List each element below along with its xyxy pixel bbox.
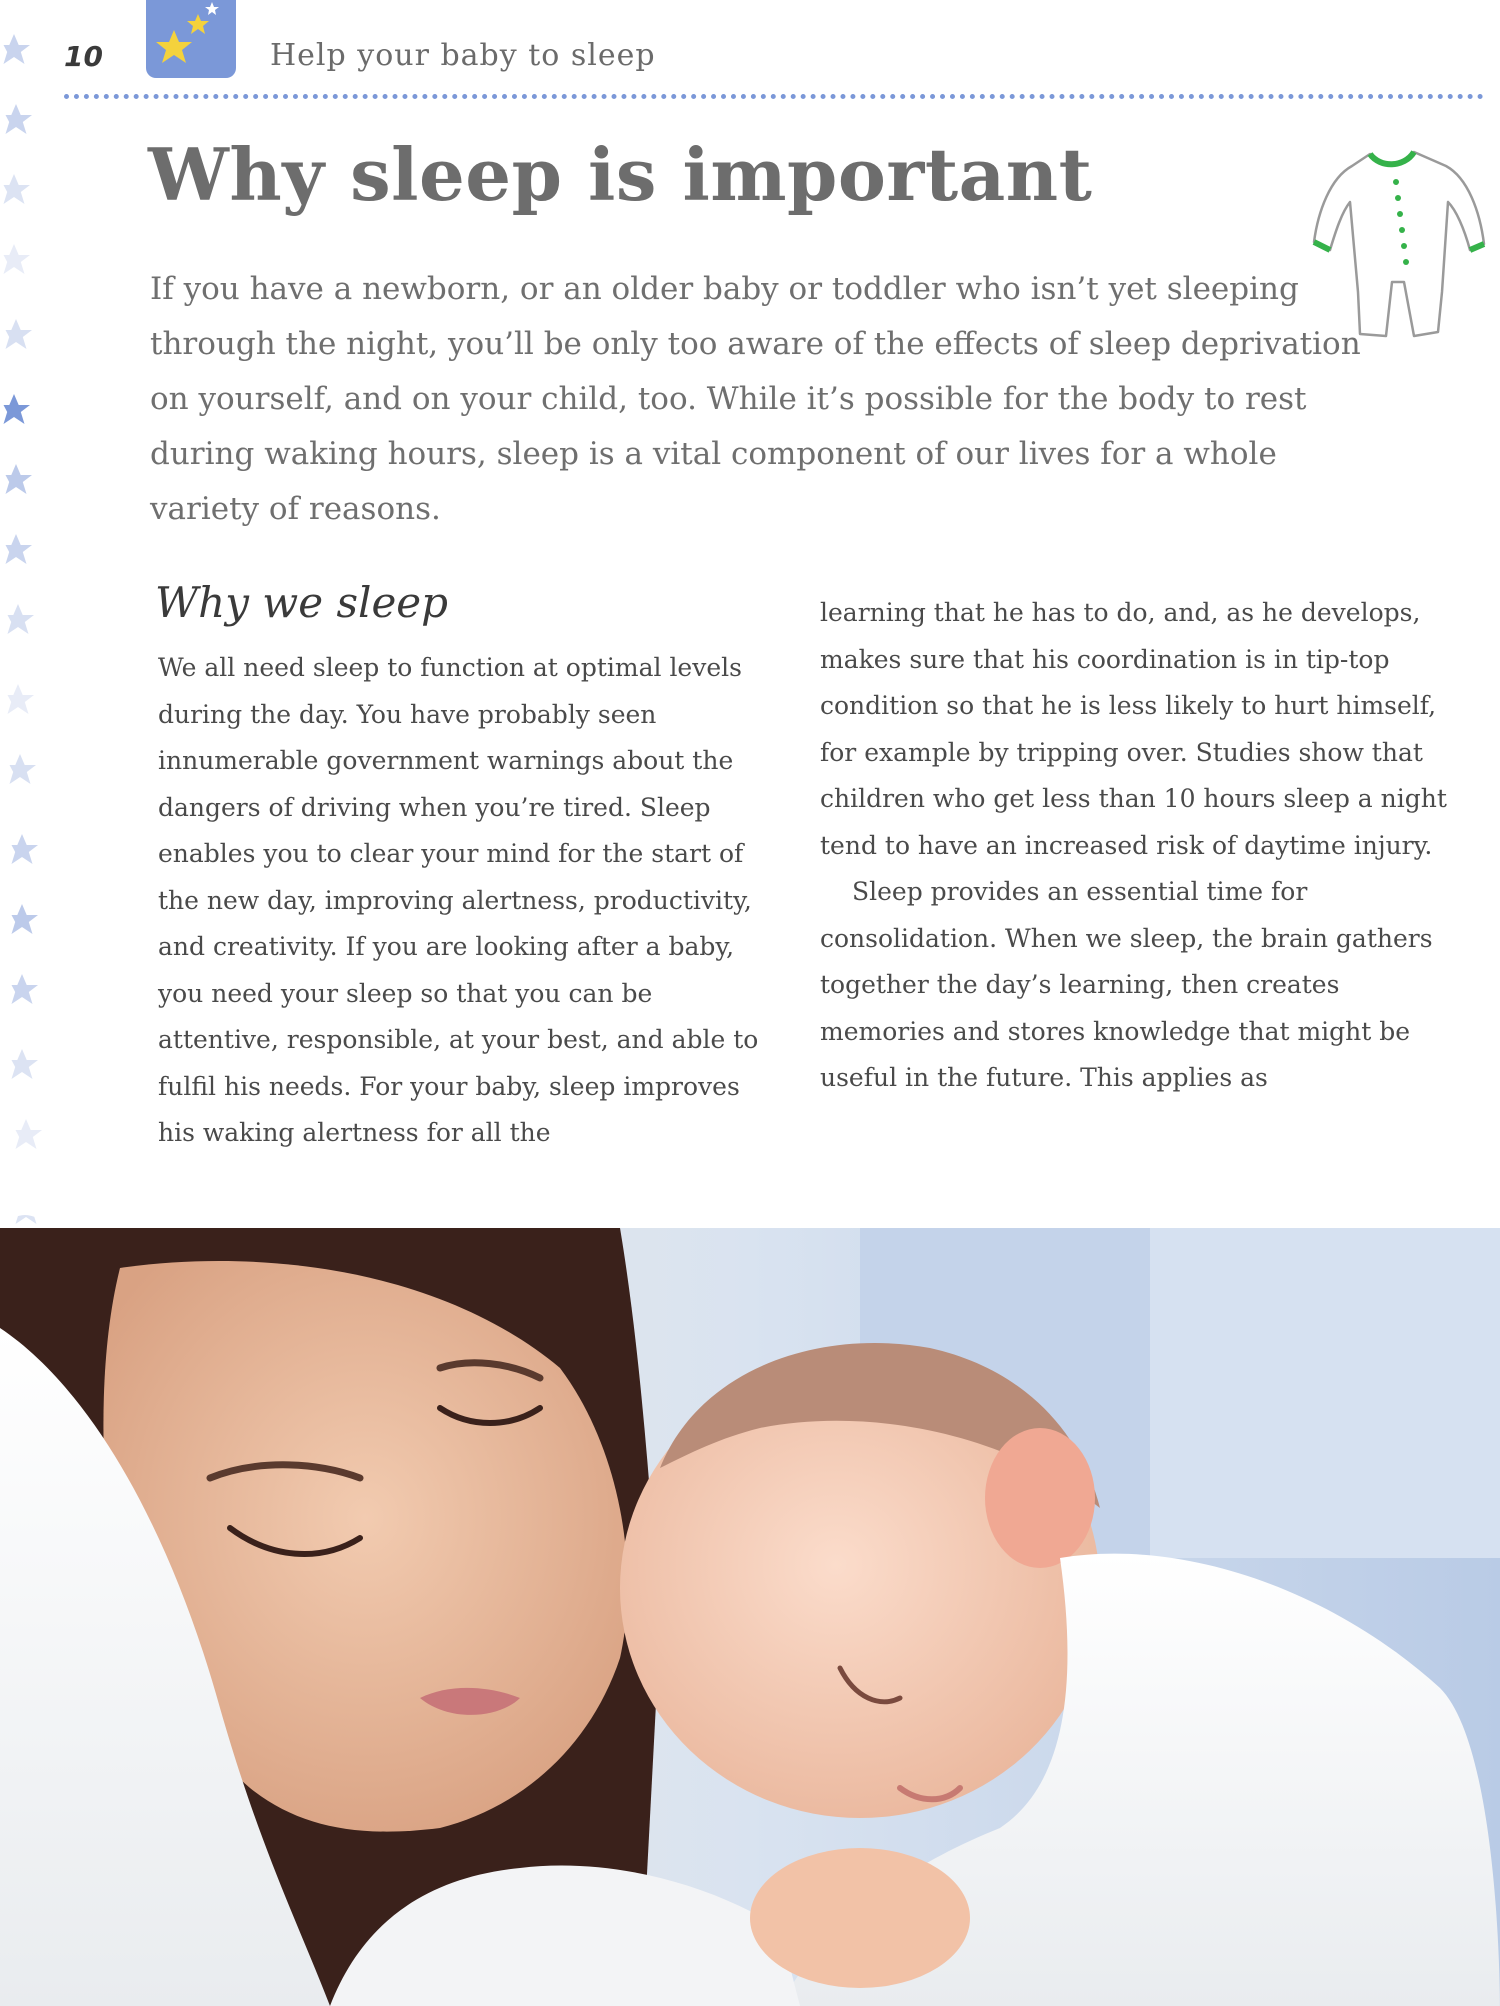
section-heading: Why we sleep xyxy=(155,578,449,627)
scalloped-border xyxy=(0,1190,1500,1260)
page-number: 10 xyxy=(64,40,103,73)
star-icon xyxy=(0,34,42,1224)
body-column-left xyxy=(158,645,778,1157)
star-margin-strip xyxy=(0,20,50,1240)
intro-paragraph: If you have a newborn, or an older baby or toddler who isn’t yet sleeping through the night, you’ll be only too aware of the effects of sleep deprivation on yourself, and on your child, too. While it’s possible for the body to rest during waking hours, sleep is a vital component of our lives for a whole variety of reasons. xyxy=(150,271,1361,527)
header-divider xyxy=(64,94,1484,99)
running-head: Help your baby to sleep xyxy=(270,38,656,73)
stars-icon xyxy=(146,0,236,78)
body-paragraph: Sleep provides an essential time for consolidation. When we sleep, the brain gathers together the day’s learning, then creates memories and stores knowledge that might be useful in the future. This applies as xyxy=(820,877,1433,1092)
page-header xyxy=(0,0,1500,110)
body-column-right xyxy=(820,590,1460,1102)
page-title: Why sleep is important xyxy=(148,132,1093,217)
body-paragraph: We all need sleep to function at optimal levels during the day. You have probably seen innumerable government warnings about the dangers of driving when you’re tired. Sleep enables you to clear your mind for the start of the new day, improving alertness, productivity, and creativity. If you are looking after a baby, you need your sleep so that you can be attentive, responsible, at your best, and able to fulfil his needs. For your baby, sleep improves his waking alertness for all the xyxy=(158,653,759,1147)
body-paragraph: learning that he has to do, and, as he develops, makes sure that his coordination is in tip-top condition so that he is less likely to hurt himself, for example by tripping over. Studies show that children who get less than 10 hours sleep a night tend to have an increased risk of daytime injury. xyxy=(820,598,1447,860)
mother-and-sleeping-baby-photo xyxy=(0,1228,1500,2006)
